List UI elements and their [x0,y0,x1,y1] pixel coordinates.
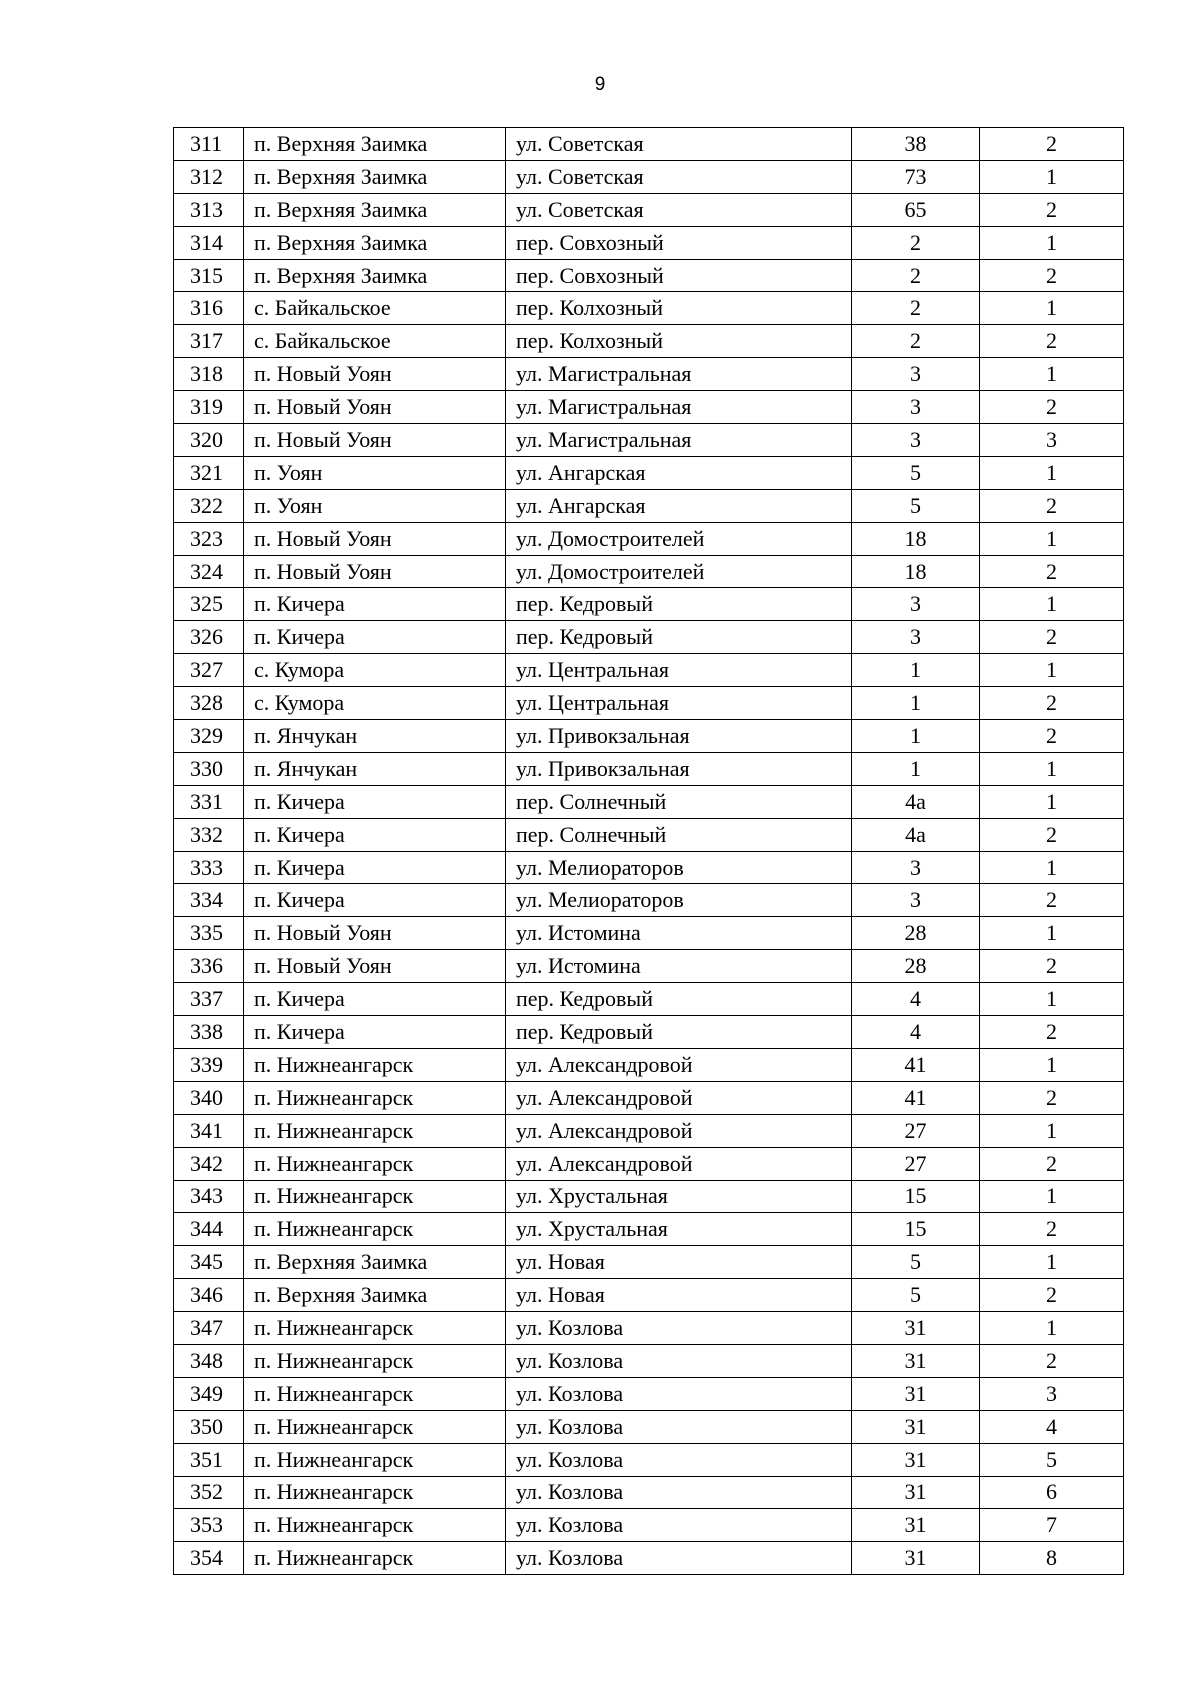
apartment-number-cell: 2 [980,555,1124,588]
settlement-cell: п. Новый Уоян [244,555,506,588]
street-cell: пер. Кедровый [506,983,852,1016]
row-number-cell: 351 [174,1443,244,1476]
house-number-cell: 2 [852,292,980,325]
table-row [174,1180,1124,1213]
row-number-cell: 325 [174,588,244,621]
house-number-cell: 3 [852,391,980,424]
house-number-cell: 41 [852,1048,980,1081]
street-cell: ул. Козлова [506,1443,852,1476]
street-cell: ул. Новая [506,1279,852,1312]
settlement-cell: п. Новый Уоян [244,950,506,983]
settlement-cell: п. Нижнеангарск [244,1377,506,1410]
table-row [174,1213,1124,1246]
row-number-cell: 333 [174,851,244,884]
table-row [174,1016,1124,1049]
table-row [174,1312,1124,1345]
row-number-cell: 312 [174,160,244,193]
apartment-number-cell: 2 [980,621,1124,654]
settlement-cell: п. Нижнеангарск [244,1443,506,1476]
settlement-cell: п. Нижнеангарск [244,1114,506,1147]
row-number-cell: 335 [174,917,244,950]
house-number-cell: 1 [852,687,980,720]
apartment-number-cell: 1 [980,292,1124,325]
street-cell: пер. Кедровый [506,621,852,654]
apartment-number-cell: 1 [980,654,1124,687]
settlement-cell: п. Новый Уоян [244,358,506,391]
apartment-number-cell: 2 [980,391,1124,424]
street-cell: ул. Истомина [506,917,852,950]
house-number-cell: 15 [852,1180,980,1213]
house-number-cell: 31 [852,1377,980,1410]
table-row [174,160,1124,193]
house-number-cell: 1 [852,720,980,753]
table-row [174,851,1124,884]
row-number-cell: 319 [174,391,244,424]
house-number-cell: 18 [852,522,980,555]
table-row [174,752,1124,785]
house-number-cell: 3 [852,884,980,917]
house-number-cell: 31 [852,1344,980,1377]
row-number-cell: 331 [174,785,244,818]
apartment-number-cell: 2 [980,818,1124,851]
row-number-cell: 349 [174,1377,244,1410]
apartment-number-cell: 1 [980,983,1124,1016]
house-number-cell: 38 [852,128,980,161]
table-row [174,1048,1124,1081]
street-cell: ул. Козлова [506,1509,852,1542]
street-cell: ул. Магистральная [506,358,852,391]
table-row [174,1114,1124,1147]
settlement-cell: с. Байкальское [244,292,506,325]
street-cell: ул. Привокзальная [506,752,852,785]
settlement-cell: п. Нижнеангарск [244,1410,506,1443]
house-number-cell: 2 [852,226,980,259]
page-number: 9 [594,74,606,95]
settlement-cell: п. Нижнеангарск [244,1180,506,1213]
apartment-number-cell: 1 [980,1048,1124,1081]
row-number-cell: 354 [174,1542,244,1575]
table-row [174,1509,1124,1542]
row-number-cell: 320 [174,424,244,457]
street-cell: ул. Советская [506,160,852,193]
settlement-cell: п. Верхняя Заимка [244,160,506,193]
table-row [174,424,1124,457]
house-number-cell: 65 [852,193,980,226]
settlement-cell: п. Уоян [244,489,506,522]
table-row [174,1542,1124,1575]
street-cell: ул. Козлова [506,1476,852,1509]
street-cell: ул. Александровой [506,1048,852,1081]
settlement-cell: п. Кичера [244,785,506,818]
apartment-number-cell: 1 [980,522,1124,555]
settlement-cell: п. Кичера [244,851,506,884]
row-number-cell: 317 [174,325,244,358]
table-row [174,1443,1124,1476]
street-cell: ул. Центральная [506,654,852,687]
row-number-cell: 328 [174,687,244,720]
apartment-number-cell: 8 [980,1542,1124,1575]
table-row [174,325,1124,358]
street-cell: ул. Советская [506,128,852,161]
settlement-cell: с. Кумора [244,654,506,687]
table-row [174,193,1124,226]
street-cell: ул. Истомина [506,950,852,983]
row-number-cell: 337 [174,983,244,1016]
settlement-cell: п. Нижнеангарск [244,1344,506,1377]
table-row [174,1246,1124,1279]
house-number-cell: 5 [852,1246,980,1279]
apartment-number-cell: 1 [980,226,1124,259]
apartment-number-cell: 2 [980,687,1124,720]
table-row [174,522,1124,555]
row-number-cell: 348 [174,1344,244,1377]
street-cell: ул. Магистральная [506,424,852,457]
house-number-cell: 4а [852,785,980,818]
apartment-number-cell: 1 [980,785,1124,818]
settlement-cell: п. Нижнеангарск [244,1081,506,1114]
house-number-cell: 4 [852,1016,980,1049]
table-row [174,555,1124,588]
settlement-cell: п. Янчукан [244,752,506,785]
row-number-cell: 341 [174,1114,244,1147]
house-number-cell: 5 [852,1279,980,1312]
table-row [174,292,1124,325]
row-number-cell: 336 [174,950,244,983]
row-number-cell: 322 [174,489,244,522]
apartment-number-cell: 3 [980,424,1124,457]
row-number-cell: 343 [174,1180,244,1213]
apartment-number-cell: 2 [980,128,1124,161]
row-number-cell: 329 [174,720,244,753]
table-row [174,884,1124,917]
table-row [174,621,1124,654]
apartment-number-cell: 3 [980,1377,1124,1410]
street-cell: ул. Домостроителей [506,555,852,588]
house-number-cell: 31 [852,1509,980,1542]
street-cell: ул. Центральная [506,687,852,720]
address-table-body [174,128,1124,1575]
apartment-number-cell: 2 [980,884,1124,917]
settlement-cell: п. Верхняя Заимка [244,193,506,226]
house-number-cell: 3 [852,621,980,654]
row-number-cell: 321 [174,456,244,489]
house-number-cell: 3 [852,851,980,884]
table-row [174,1081,1124,1114]
row-number-cell: 318 [174,358,244,391]
apartment-number-cell: 1 [980,160,1124,193]
house-number-cell: 2 [852,325,980,358]
apartment-number-cell: 2 [980,489,1124,522]
street-cell: пер. Кедровый [506,1016,852,1049]
street-cell: ул. Александровой [506,1147,852,1180]
apartment-number-cell: 2 [980,1279,1124,1312]
settlement-cell: п. Новый Уоян [244,391,506,424]
row-number-cell: 323 [174,522,244,555]
street-cell: ул. Новая [506,1246,852,1279]
house-number-cell: 27 [852,1147,980,1180]
settlement-cell: п. Кичера [244,588,506,621]
street-cell: пер. Солнечный [506,818,852,851]
table-row [174,720,1124,753]
row-number-cell: 334 [174,884,244,917]
row-number-cell: 311 [174,128,244,161]
street-cell: ул. Александровой [506,1114,852,1147]
house-number-cell: 31 [852,1443,980,1476]
settlement-cell: с. Кумора [244,687,506,720]
settlement-cell: п. Кичера [244,818,506,851]
apartment-number-cell: 5 [980,1443,1124,1476]
apartment-number-cell: 1 [980,456,1124,489]
house-number-cell: 4а [852,818,980,851]
row-number-cell: 346 [174,1279,244,1312]
apartment-number-cell: 1 [980,917,1124,950]
settlement-cell: п. Новый Уоян [244,917,506,950]
row-number-cell: 342 [174,1147,244,1180]
table-row [174,983,1124,1016]
settlement-cell: п. Нижнеангарск [244,1048,506,1081]
table-row [174,1147,1124,1180]
row-number-cell: 344 [174,1213,244,1246]
settlement-cell: п. Янчукан [244,720,506,753]
settlement-cell: п. Новый Уоян [244,424,506,457]
settlement-cell: п. Кичера [244,983,506,1016]
house-number-cell: 3 [852,588,980,621]
house-number-cell: 41 [852,1081,980,1114]
row-number-cell: 316 [174,292,244,325]
table-row [174,391,1124,424]
house-number-cell: 5 [852,456,980,489]
street-cell: пер. Колхозный [506,292,852,325]
street-cell: ул. Домостроителей [506,522,852,555]
street-cell: ул. Магистральная [506,391,852,424]
house-number-cell: 18 [852,555,980,588]
row-number-cell: 345 [174,1246,244,1279]
street-cell: пер. Солнечный [506,785,852,818]
street-cell: ул. Ангарская [506,489,852,522]
house-number-cell: 31 [852,1476,980,1509]
row-number-cell: 313 [174,193,244,226]
street-cell: ул. Козлова [506,1344,852,1377]
table-row [174,259,1124,292]
street-cell: пер. Кедровый [506,588,852,621]
settlement-cell: п. Нижнеангарск [244,1542,506,1575]
street-cell: ул. Хрустальная [506,1213,852,1246]
settlement-cell: п. Нижнеангарск [244,1213,506,1246]
row-number-cell: 338 [174,1016,244,1049]
row-number-cell: 332 [174,818,244,851]
settlement-cell: п. Нижнеангарск [244,1312,506,1345]
street-cell: ул. Ангарская [506,456,852,489]
house-number-cell: 4 [852,983,980,1016]
house-number-cell: 5 [852,489,980,522]
table-row [174,226,1124,259]
house-number-cell: 28 [852,950,980,983]
apartment-number-cell: 1 [980,358,1124,391]
table-row [174,1476,1124,1509]
settlement-cell: п. Нижнеангарск [244,1509,506,1542]
apartment-number-cell: 4 [980,1410,1124,1443]
house-number-cell: 28 [852,917,980,950]
house-number-cell: 1 [852,752,980,785]
settlement-cell: п. Уоян [244,456,506,489]
street-cell: пер. Колхозный [506,325,852,358]
row-number-cell: 352 [174,1476,244,1509]
row-number-cell: 327 [174,654,244,687]
row-number-cell: 315 [174,259,244,292]
table-row [174,818,1124,851]
settlement-cell: с. Байкальское [244,325,506,358]
table-row [174,1410,1124,1443]
address-table [173,127,1124,1575]
apartment-number-cell: 7 [980,1509,1124,1542]
row-number-cell: 340 [174,1081,244,1114]
settlement-cell: п. Нижнеангарск [244,1476,506,1509]
table-row [174,917,1124,950]
street-cell: ул. Козлова [506,1312,852,1345]
table-row [174,687,1124,720]
apartment-number-cell: 1 [980,851,1124,884]
table-row [174,456,1124,489]
row-number-cell: 339 [174,1048,244,1081]
house-number-cell: 3 [852,424,980,457]
table-row [174,654,1124,687]
house-number-cell: 31 [852,1410,980,1443]
table-row [174,1344,1124,1377]
house-number-cell: 3 [852,358,980,391]
house-number-cell: 31 [852,1312,980,1345]
street-cell: ул. Мелиораторов [506,884,852,917]
row-number-cell: 350 [174,1410,244,1443]
settlement-cell: п. Верхняя Заимка [244,128,506,161]
settlement-cell: п. Нижнеангарск [244,1147,506,1180]
settlement-cell: п. Кичера [244,1016,506,1049]
street-cell: ул. Козлова [506,1377,852,1410]
row-number-cell: 324 [174,555,244,588]
settlement-cell: п. Верхняя Заимка [244,226,506,259]
apartment-number-cell: 6 [980,1476,1124,1509]
apartment-number-cell: 2 [980,1344,1124,1377]
house-number-cell: 15 [852,1213,980,1246]
settlement-cell: п. Верхняя Заимка [244,1279,506,1312]
table-row [174,1377,1124,1410]
apartment-number-cell: 1 [980,1114,1124,1147]
table-row [174,950,1124,983]
street-cell: ул. Советская [506,193,852,226]
row-number-cell: 326 [174,621,244,654]
settlement-cell: п. Верхняя Заимка [244,259,506,292]
table-row [174,588,1124,621]
apartment-number-cell: 2 [980,720,1124,753]
street-cell: ул. Привокзальная [506,720,852,753]
apartment-number-cell: 2 [980,1081,1124,1114]
street-cell: ул. Хрустальная [506,1180,852,1213]
street-cell: ул. Козлова [506,1542,852,1575]
apartment-number-cell: 1 [980,752,1124,785]
apartment-number-cell: 2 [980,325,1124,358]
apartment-number-cell: 2 [980,259,1124,292]
settlement-cell: п. Верхняя Заимка [244,1246,506,1279]
apartment-number-cell: 1 [980,1312,1124,1345]
settlement-cell: п. Кичера [244,621,506,654]
street-cell: пер. Совхозный [506,226,852,259]
row-number-cell: 353 [174,1509,244,1542]
street-cell: пер. Совхозный [506,259,852,292]
house-number-cell: 27 [852,1114,980,1147]
house-number-cell: 1 [852,654,980,687]
settlement-cell: п. Кичера [244,884,506,917]
house-number-cell: 2 [852,259,980,292]
house-number-cell: 31 [852,1542,980,1575]
apartment-number-cell: 2 [980,1213,1124,1246]
house-number-cell: 73 [852,160,980,193]
apartment-number-cell: 1 [980,588,1124,621]
table-row [174,489,1124,522]
apartment-number-cell: 2 [980,1147,1124,1180]
apartment-number-cell: 1 [980,1180,1124,1213]
row-number-cell: 314 [174,226,244,259]
apartment-number-cell: 2 [980,950,1124,983]
street-cell: ул. Александровой [506,1081,852,1114]
apartment-number-cell: 1 [980,1246,1124,1279]
apartment-number-cell: 2 [980,193,1124,226]
apartment-number-cell: 2 [980,1016,1124,1049]
settlement-cell: п. Новый Уоян [244,522,506,555]
street-cell: ул. Мелиораторов [506,851,852,884]
table-row [174,128,1124,161]
street-cell: ул. Козлова [506,1410,852,1443]
table-row [174,358,1124,391]
row-number-cell: 330 [174,752,244,785]
row-number-cell: 347 [174,1312,244,1345]
table-row [174,785,1124,818]
table-row [174,1279,1124,1312]
